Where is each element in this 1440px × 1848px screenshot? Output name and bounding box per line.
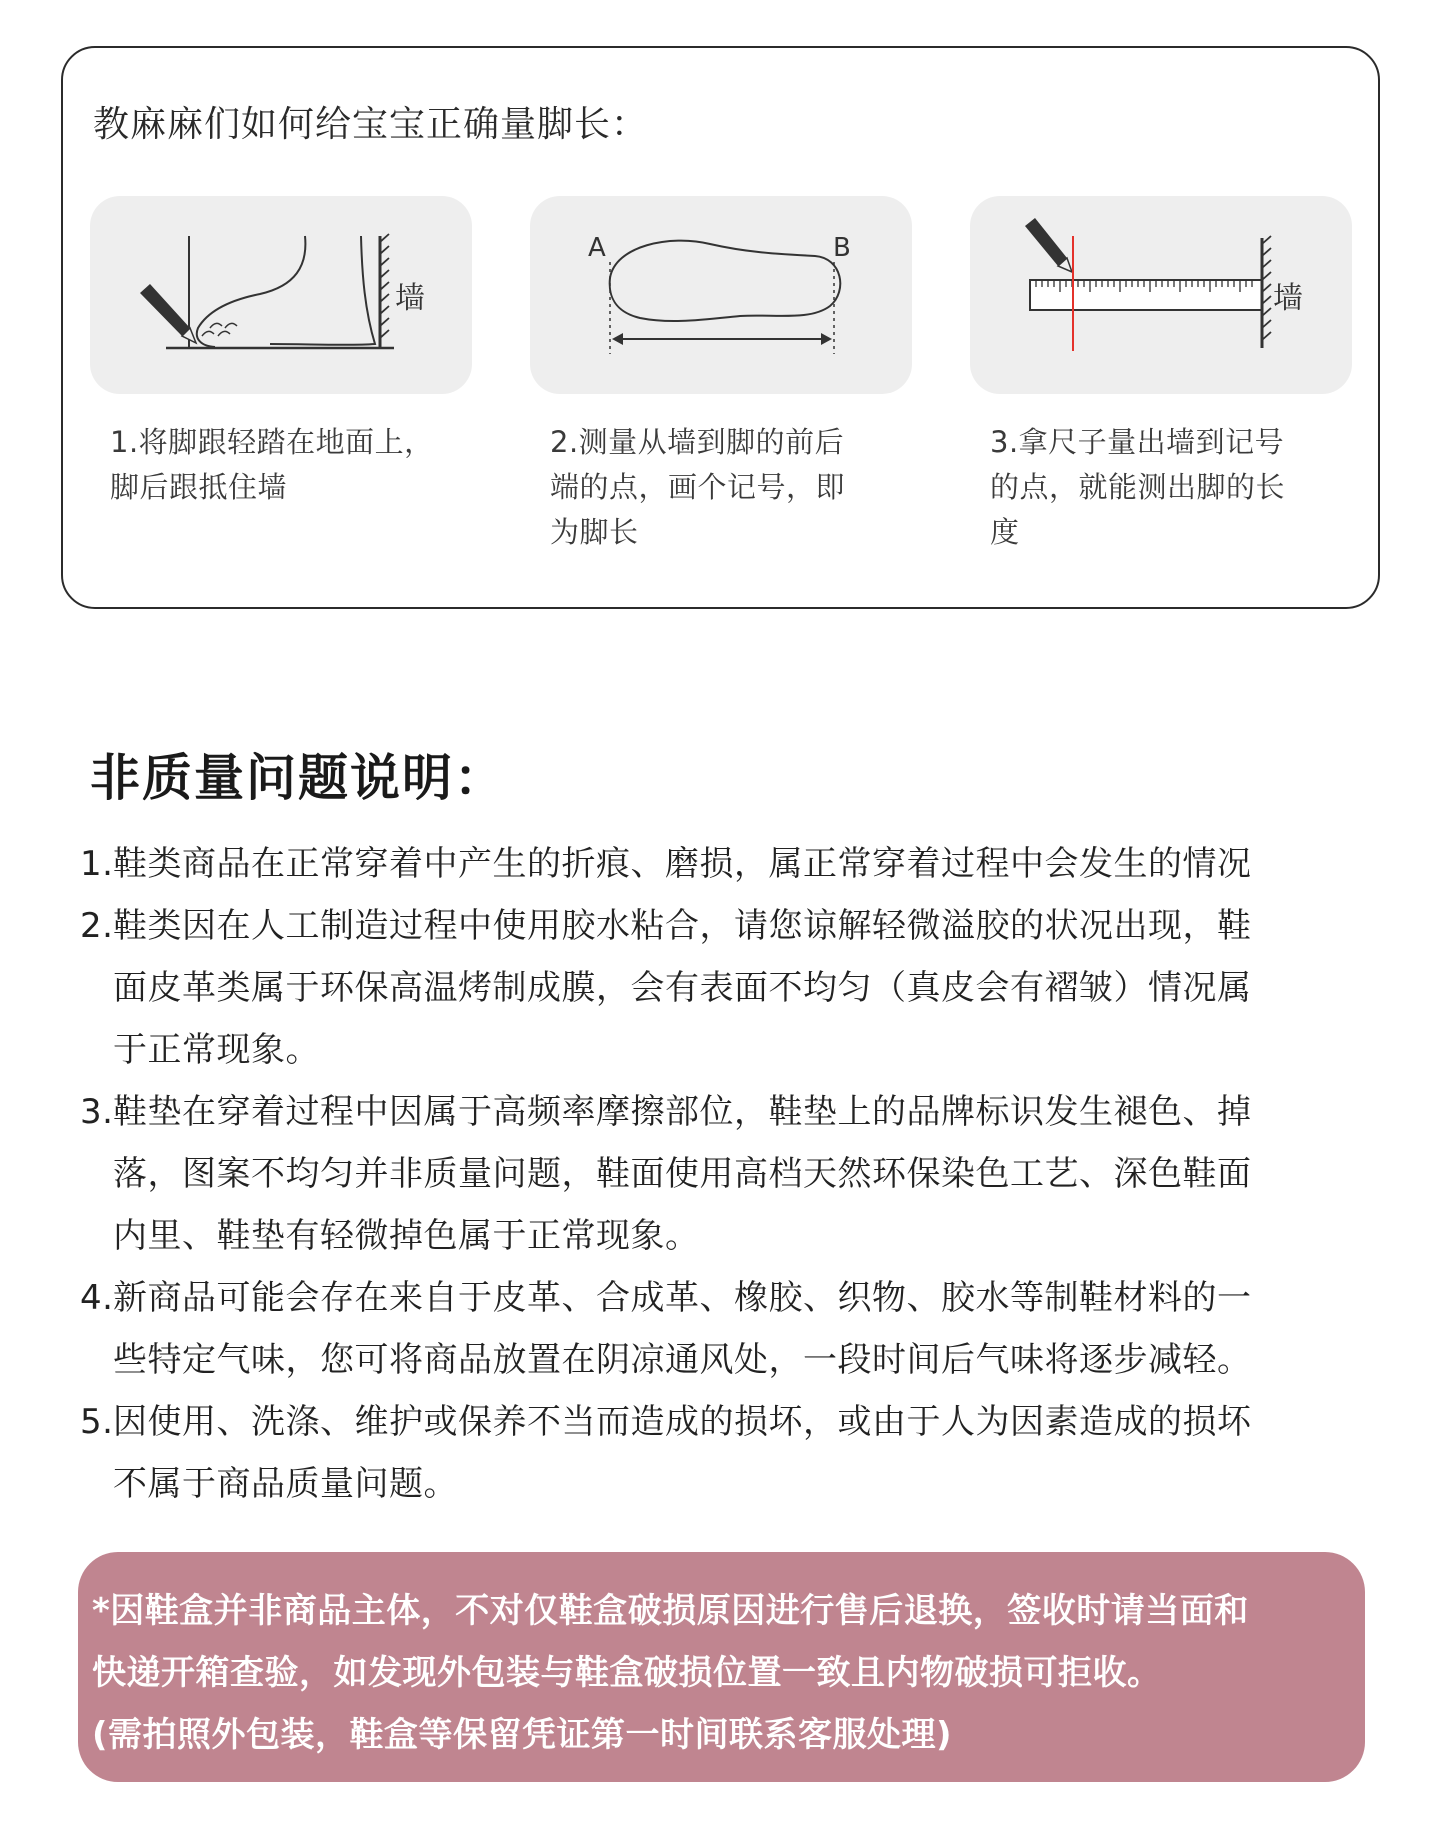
measure-guide-card [61,46,1380,609]
point-a-label: A [588,233,606,263]
notice-line: 快递开箱查验，如发现外包装与鞋盒破损位置一致且内物破损可拒收。 [92,1653,1162,1693]
wall-label: 墙 [1273,281,1303,316]
step-3-illustration [970,196,1352,394]
step-3-line: 度 [990,515,1020,549]
step-3-text [970,420,1352,555]
footprint-measure-illustration [530,196,912,394]
measure-guide-title: 教麻麻们如何给宝宝正确量脚长： [93,104,649,145]
ruler-icon [1030,280,1262,310]
note-number: 5. [80,1402,114,1442]
note-line: 面皮革类属于环保高温烤制成膜，会有表面不均匀（真皮会有褶皱）情况属 [113,968,1252,1008]
note-item [80,895,1370,1081]
note-line: 于正常现象。 [113,1030,320,1070]
step-2-line: 为脚长 [550,515,639,549]
step-3-line: 的点，就能测出脚的长 [990,470,1286,504]
step-1-line: 1.将脚跟轻踏在地面上， [110,425,434,459]
note-line: 些特定气味，您可将商品放置在阴凉通风处，一段时间后气味将逐步减轻。 [113,1340,1252,1380]
notice-line: *因鞋盒并非商品主体，不对仅鞋盒破损原因进行售后退换，签收时请当面和 [92,1591,1249,1631]
note-line: 鞋垫在穿着过程中因属于高频率摩擦部位，鞋垫上的品牌标识发生褪色、掉 [113,1092,1252,1132]
dotted-guides [610,262,834,354]
pencil-icon [140,284,196,343]
note-number: 1. [80,844,114,884]
note-line: 新商品可能会存在来自于皮革、合成革、橡胶、织物、胶水等制鞋材料的一 [113,1278,1252,1318]
foot-against-wall-illustration [90,196,472,394]
length-arrow [612,333,832,345]
ruler-measure-illustration [970,196,1352,394]
note-item [80,1081,1370,1267]
step-1 [90,196,472,510]
note-line: 不属于商品质量问题。 [113,1464,458,1504]
footprint-icon [610,241,841,321]
step-1-illustration [90,196,472,394]
note-item [80,1391,1370,1515]
note-number: 4. [80,1278,114,1318]
step-1-text [90,420,472,510]
quality-notes-heading: 非质量问题说明： [90,749,506,807]
wall-icon [1262,236,1271,348]
note-line: 鞋类因在人工制造过程中使用胶水粘合，请您谅解轻微溢胶的状况出现，鞋 [113,906,1252,946]
note-line: 内里、鞋垫有轻微掉色属于正常现象。 [113,1216,700,1256]
wall-label: 墙 [395,281,425,316]
wall-icon [380,234,389,348]
step-3-line: 3.拿尺子量出墙到记号 [990,425,1285,459]
shoebox-notice [78,1552,1365,1782]
note-number: 2. [80,906,114,946]
note-number: 3. [80,1092,114,1132]
notice-line: (需拍照外包装，鞋盒等保留凭证第一时间联系客服处理) [92,1715,953,1755]
step-2-line: 2.测量从墙到脚的前后 [550,425,845,459]
step-1-line: 脚后跟抵住墙 [110,470,288,504]
pencil-icon [1025,218,1072,272]
foot-icon [197,236,375,347]
note-line: 落，图案不均匀并非质量问题，鞋面使用高档天然环保染色工艺、深色鞋面 [113,1154,1252,1194]
step-3 [970,196,1352,555]
step-2 [530,196,912,555]
note-line: 因使用、洗涤、维护或保养不当而造成的损坏，或由于人为因素造成的损坏 [113,1402,1252,1442]
note-item [80,833,1370,895]
step-2-line: 端的点，画个记号，即 [550,470,846,504]
point-b-label: B [833,233,851,263]
step-2-illustration [530,196,912,394]
note-item [80,1267,1370,1391]
quality-notes-list [80,833,1370,1515]
step-2-text [530,420,912,555]
note-line: 鞋类商品在正常穿着中产生的折痕、磨损，属正常穿着过程中会发生的情况 [113,844,1252,884]
